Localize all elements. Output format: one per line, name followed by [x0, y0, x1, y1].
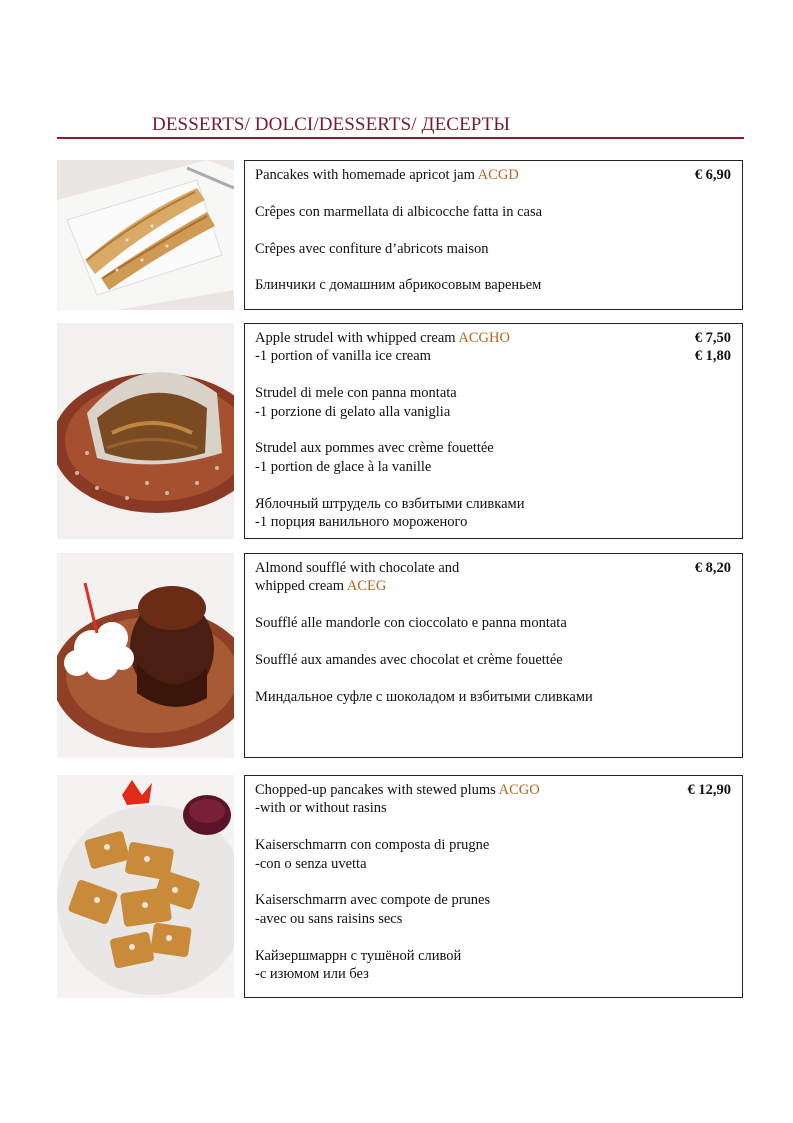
item-french-option: -avec ou sans raisins secs — [255, 910, 403, 927]
item-russian-addon: -1 порция ванильного мороженого — [255, 514, 468, 531]
item-italian-addon: -1 porzione di gelato alla vaniglia — [255, 403, 451, 420]
item-italian: Soufflé alle mandorle con cioccolato e panna montata — [255, 615, 567, 632]
menu-item-pancakes — [244, 160, 743, 310]
item-italian: Kaiserschmarrn con composta di prugne — [255, 837, 490, 854]
item-russian: Миндальное суфле с шоколадом и взбитыми сливками — [255, 688, 593, 705]
item-russian: Яблочный штрудель со взбитыми сливками — [255, 495, 525, 512]
item-italian-option: -con o senza uvetta — [255, 855, 367, 872]
page-title: DESSERTS/ DOLCI/DESSERTS/ ДЕСЕРТЫ — [152, 114, 511, 135]
kaiserschmarrn-photo — [57, 775, 234, 998]
addon-price: € 1,80 — [694, 348, 731, 365]
allergen-codes: ACGD — [477, 167, 519, 183]
pancakes-photo — [57, 160, 234, 310]
item-french-addon: -1 portion de glace à la vanille — [255, 458, 432, 475]
item-addon: -1 portion of vanilla ice cream — [255, 348, 431, 365]
menu-line — [255, 166, 731, 184]
item-french: Kaiserschmarrn avec compote de prunes — [255, 892, 491, 909]
item-title: Almond soufflé with chocolate and — [255, 560, 460, 576]
price: € 8,20 — [694, 560, 731, 576]
apple-strudel-photo — [57, 323, 234, 539]
menu-item-almond-souffle — [244, 553, 743, 758]
price: € 6,90 — [694, 167, 731, 183]
item-russian: Блинчики с домашним абрикосовым вареньем — [255, 277, 542, 294]
item-option: -with or without rasins — [255, 800, 387, 817]
menu-item-apple-strudel — [244, 323, 743, 539]
item-title: Pancakes with homemade apricot jam — [255, 167, 478, 183]
item-title: Apple strudel with whipped cream — [255, 330, 459, 346]
menu-item-kaiserschmarrn — [244, 775, 743, 998]
almond-souffle-photo — [57, 553, 234, 758]
item-italian: Strudel di mele con panna montata — [255, 385, 457, 402]
item-title-cont: whipped cream — [255, 578, 347, 595]
item-russian-option: -с изюмом или без — [255, 966, 369, 983]
allergen-codes: ACGHO — [458, 330, 510, 346]
item-russian: Кайзершмаррн с тушёной сливой — [255, 947, 462, 964]
item-french: Strudel aux pommes avec crème fouettée — [255, 440, 494, 457]
title-divider — [57, 137, 744, 139]
allergen-codes: ACGO — [498, 782, 540, 798]
allergen-codes: ACEG — [346, 578, 387, 595]
item-title: Chopped-up pancakes with stewed plums — [255, 782, 499, 798]
price: € 7,50 — [694, 330, 731, 346]
item-french: Soufflé aux amandes avec chocolat et crème fouettée — [255, 652, 563, 668]
item-italian: Crêpes con marmellata di albicocche fatta in casa — [255, 203, 543, 220]
item-french: Crêpes avec confiture d’abricots maison — [255, 240, 489, 257]
price: € 12,90 — [687, 782, 731, 798]
